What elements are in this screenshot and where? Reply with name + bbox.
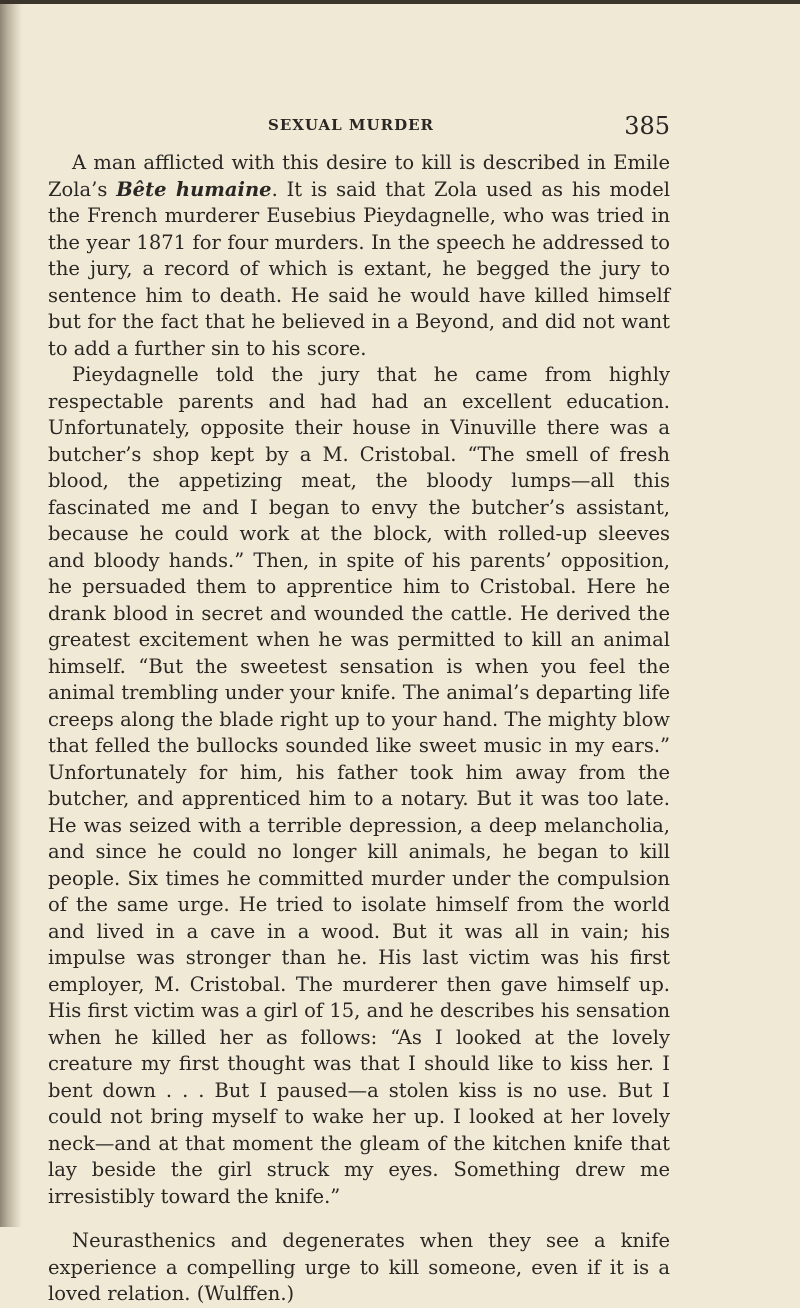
page-number: 385: [624, 112, 670, 140]
book-title: Bête humaine: [116, 177, 272, 201]
paragraph-3: Neurasthenics and degenerates when they see a knife experience a compelling urge to kill someone, even if it is a loved relation. (Wulffen.): [48, 1229, 670, 1305]
paragraph-2: Pieydagnelle told the jury that he came from highly respectable parents and had had an excellent education. Unfortunately, opposite their house in Vinuville there was a butcher’s shop kept by a M. Cristobal. “The smell of fresh blood, the appetizing meat, the bloody lumps—all this fascinated me and I began to envy the butcher’s assistant, because he could work at the block, with rolled-up sleeves and bloody hands.” Then, in spite of his parents’ opposition, he persuaded them to apprentice him to Cristobal. Here he drank blood in secret and wounded the cattle. He derived the greatest excitement when he was permitted to kill an animal himself. “But the sweetest sensation is when you feel the animal trembling under your knife. The animal’s departing life creeps along the blade right up to your hand. The mighty blow that felled the bullocks sounded like sweet music in my ears.” Unfortunately for him, his father took him away from the butcher, and apprenticed him to a notary. But it was too late. He was seized with a terrible depression, a deep melancholia, and since he could no longer kill animals, he began to kill people. Six times he committed murder under the compulsion of the same urge. He tried to isolate himself from the world and lived in a cave in a wood. But it was all in vain; his impulse was stronger than he. His last victim was his first employer, M. Cristobal. The murderer then gave himself up. His first victim was a girl of 15, and he describes his sensation when he killed her as follows: “As I looked at the lovely creature my first thought was that I should like to kiss her. I bent down . . . But I paused—a stolen kiss is no use. But I could not bring myself to wake her up. I looked at her lovely neck—and at that moment the gleam of the kitchen knife that lay beside the girl struck my eyes. Something drew me irresistibly toward the knife.”: [48, 363, 670, 1208]
paragraph-1-rest: . It is said that Zola used as his model the French murderer Eusebius Pieydagnelle, who was tried in the year 1871 for four murders. In the speech he addressed to the jury, a record of which is extant, he begged the jury to sentence him to death. He said he would have killed himself but for the fact that he believed in a Beyond, and did not want to add a further sin to his score.: [48, 177, 670, 360]
body-text: [48, 150, 670, 1308]
page-top-edge: [0, 0, 800, 4]
running-head: SEXUAL MURDER: [268, 116, 434, 134]
paragraph-1-start: A man afflicted with this desire to kill is described in Emile Zola’s: [48, 151, 670, 201]
paragraph-1: [48, 150, 670, 362]
page-gutter-shadow: [0, 0, 22, 1227]
